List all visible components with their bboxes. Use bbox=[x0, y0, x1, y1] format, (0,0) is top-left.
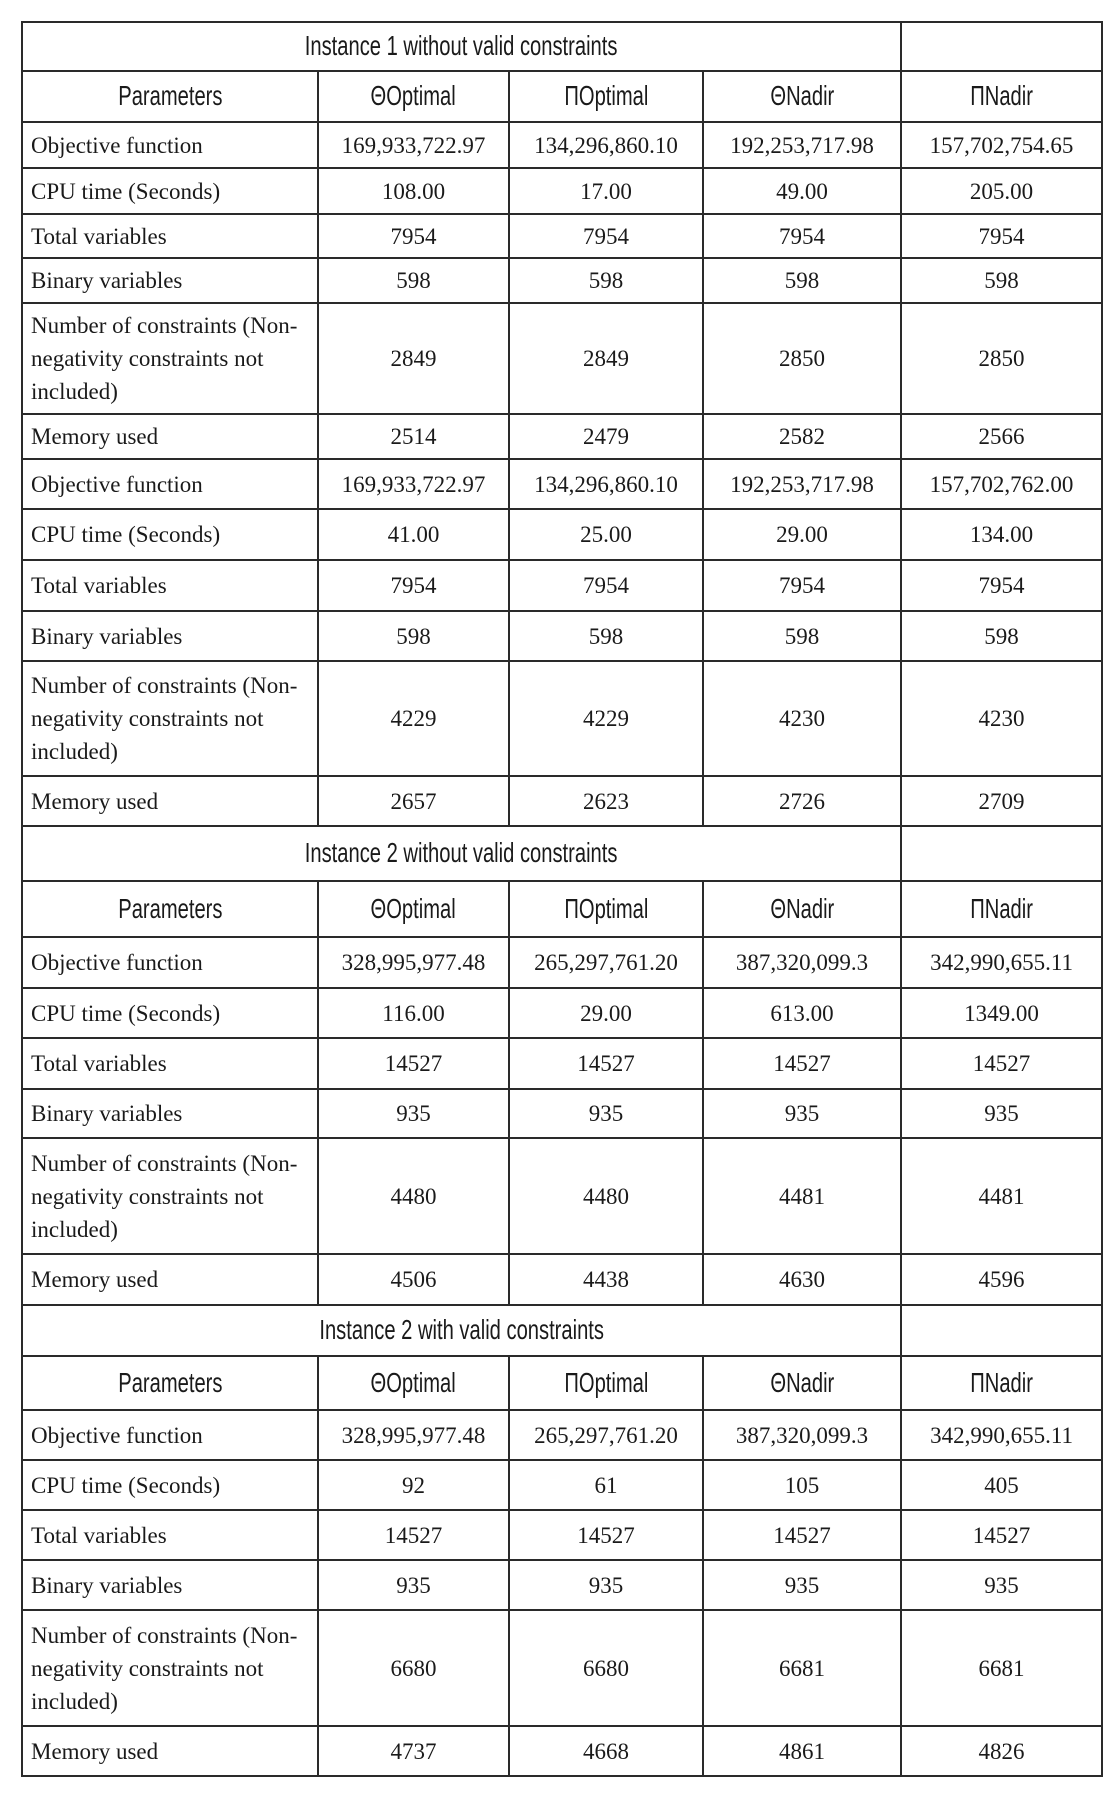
value-cell: 265,297,761.20 bbox=[509, 937, 703, 988]
section-title-row bbox=[22, 1305, 1102, 1356]
column-header-label: ΠNadir bbox=[970, 1366, 1033, 1398]
value-cell: 598 bbox=[901, 611, 1102, 661]
column-header-label: ΘNadir bbox=[770, 892, 834, 924]
value-cell: 2850 bbox=[703, 303, 901, 414]
column-header bbox=[22, 881, 318, 937]
value-cell: 14527 bbox=[318, 1510, 509, 1560]
parameter-name: Total variables bbox=[22, 1510, 318, 1560]
value-cell: 2709 bbox=[901, 776, 1102, 826]
column-header-label: ΘOptimal bbox=[370, 1366, 457, 1398]
table-row bbox=[22, 776, 1102, 826]
value-cell: 14527 bbox=[703, 1510, 901, 1560]
table-row bbox=[22, 1560, 1102, 1610]
parameter-name: Binary variables bbox=[22, 258, 318, 303]
column-header bbox=[318, 881, 509, 937]
parameter-name: Memory used bbox=[22, 1254, 318, 1305]
value-cell: 92 bbox=[318, 1460, 509, 1510]
value-cell: 1349.00 bbox=[901, 988, 1102, 1038]
value-cell: 14527 bbox=[901, 1038, 1102, 1089]
value-cell: 7954 bbox=[703, 560, 901, 611]
parameter-name: Memory used bbox=[22, 414, 318, 459]
table-row bbox=[22, 303, 1102, 414]
value-cell: 29.00 bbox=[509, 988, 703, 1038]
value-cell: 25.00 bbox=[509, 509, 703, 560]
table-row bbox=[22, 1089, 1102, 1138]
header-row bbox=[22, 71, 1102, 122]
value-cell: 169,933,722.97 bbox=[318, 459, 509, 509]
value-cell: 169,933,722.97 bbox=[318, 122, 509, 168]
column-header bbox=[509, 1356, 703, 1410]
value-cell: 2850 bbox=[901, 303, 1102, 414]
value-cell: 598 bbox=[509, 258, 703, 303]
value-cell: 14527 bbox=[703, 1038, 901, 1089]
table-row bbox=[22, 168, 1102, 214]
column-header bbox=[901, 881, 1102, 937]
parameter-name: Total variables bbox=[22, 560, 318, 611]
value-cell: 2582 bbox=[703, 414, 901, 459]
table-row bbox=[22, 937, 1102, 988]
table-row bbox=[22, 459, 1102, 509]
table-row bbox=[22, 258, 1102, 303]
value-cell: 14527 bbox=[509, 1038, 703, 1089]
column-header bbox=[509, 881, 703, 937]
table-row bbox=[22, 1138, 1102, 1254]
value-cell: 328,995,977.48 bbox=[318, 937, 509, 988]
value-cell: 17.00 bbox=[509, 168, 703, 214]
empty-cell bbox=[901, 1305, 1102, 1356]
parameter-name: Objective function bbox=[22, 122, 318, 168]
header-row bbox=[22, 1356, 1102, 1410]
value-cell: 14527 bbox=[509, 1510, 703, 1560]
value-cell: 4737 bbox=[318, 1726, 509, 1776]
value-cell: 4438 bbox=[509, 1254, 703, 1305]
value-cell: 4826 bbox=[901, 1726, 1102, 1776]
parameter-name: Binary variables bbox=[22, 1560, 318, 1610]
value-cell: 29.00 bbox=[703, 509, 901, 560]
empty-cell bbox=[901, 22, 1102, 71]
table-row bbox=[22, 1510, 1102, 1560]
column-header bbox=[22, 71, 318, 122]
parameter-name: Number of constraints (Non-negativity constraints not included) bbox=[22, 661, 318, 776]
column-header-label: ΠOptimal bbox=[563, 80, 649, 111]
value-cell: 2623 bbox=[509, 776, 703, 826]
value-cell: 134.00 bbox=[901, 509, 1102, 560]
parameter-name: Total variables bbox=[22, 214, 318, 258]
value-cell: 4481 bbox=[901, 1138, 1102, 1254]
column-header bbox=[703, 881, 901, 937]
table-row bbox=[22, 611, 1102, 661]
value-cell: 4861 bbox=[703, 1726, 901, 1776]
parameter-name: Total variables bbox=[22, 1038, 318, 1089]
table-row bbox=[22, 560, 1102, 611]
column-header-label: ΠNadir bbox=[970, 80, 1033, 111]
value-cell: 2514 bbox=[318, 414, 509, 459]
value-cell: 7954 bbox=[703, 214, 901, 258]
table-row bbox=[22, 214, 1102, 258]
value-cell: 935 bbox=[318, 1089, 509, 1138]
value-cell: 4230 bbox=[703, 661, 901, 776]
value-cell: 4230 bbox=[901, 661, 1102, 776]
value-cell: 935 bbox=[509, 1089, 703, 1138]
value-cell: 6680 bbox=[509, 1610, 703, 1726]
table-row bbox=[22, 1254, 1102, 1305]
column-header bbox=[318, 1356, 509, 1410]
parameter-name: Objective function bbox=[22, 459, 318, 509]
value-cell: 2726 bbox=[703, 776, 901, 826]
value-cell: 405 bbox=[901, 1460, 1102, 1510]
value-cell: 7954 bbox=[901, 560, 1102, 611]
value-cell: 2849 bbox=[509, 303, 703, 414]
value-cell: 935 bbox=[509, 1560, 703, 1610]
value-cell: 4506 bbox=[318, 1254, 509, 1305]
value-cell: 105 bbox=[703, 1460, 901, 1510]
value-cell: 613.00 bbox=[703, 988, 901, 1038]
value-cell: 61 bbox=[509, 1460, 703, 1510]
value-cell: 598 bbox=[318, 258, 509, 303]
parameter-name: Objective function bbox=[22, 1410, 318, 1460]
table-row bbox=[22, 1610, 1102, 1726]
table-row bbox=[22, 1460, 1102, 1510]
value-cell: 598 bbox=[703, 258, 901, 303]
parameter-name: CPU time (Seconds) bbox=[22, 988, 318, 1038]
value-cell: 265,297,761.20 bbox=[509, 1410, 703, 1460]
value-cell: 342,990,655.11 bbox=[901, 937, 1102, 988]
parameter-name: Binary variables bbox=[22, 611, 318, 661]
column-header-label: ΘNadir bbox=[770, 1366, 834, 1398]
value-cell: 935 bbox=[318, 1560, 509, 1610]
value-cell: 7954 bbox=[509, 214, 703, 258]
column-header-label: ΘNadir bbox=[770, 80, 834, 111]
results-table bbox=[21, 21, 1103, 1777]
table-row bbox=[22, 122, 1102, 168]
column-header bbox=[22, 1356, 318, 1410]
column-header bbox=[703, 1356, 901, 1410]
column-header bbox=[901, 71, 1102, 122]
section-title-cell bbox=[22, 1305, 901, 1356]
value-cell: 598 bbox=[509, 611, 703, 661]
value-cell: 4596 bbox=[901, 1254, 1102, 1305]
value-cell: 2479 bbox=[509, 414, 703, 459]
section-title-row bbox=[22, 826, 1102, 881]
column-header bbox=[901, 1356, 1102, 1410]
section-title-cell bbox=[22, 22, 901, 71]
column-header-label: Parameters bbox=[117, 892, 223, 924]
parameter-name: Binary variables bbox=[22, 1089, 318, 1138]
column-header-label: ΘOptimal bbox=[370, 80, 457, 111]
section-title-cell bbox=[22, 826, 901, 881]
value-cell: 2849 bbox=[318, 303, 509, 414]
value-cell: 6681 bbox=[901, 1610, 1102, 1726]
value-cell: 49.00 bbox=[703, 168, 901, 214]
parameter-name: Objective function bbox=[22, 937, 318, 988]
column-header-label: Parameters bbox=[117, 1366, 223, 1398]
column-header bbox=[509, 71, 703, 122]
value-cell: 14527 bbox=[901, 1510, 1102, 1560]
section-title: Instance 2 without valid constraints bbox=[305, 837, 618, 868]
value-cell: 4229 bbox=[318, 661, 509, 776]
value-cell: 328,995,977.48 bbox=[318, 1410, 509, 1460]
value-cell: 134,296,860.10 bbox=[509, 122, 703, 168]
column-header-label: ΠNadir bbox=[970, 892, 1033, 924]
value-cell: 598 bbox=[703, 611, 901, 661]
column-header bbox=[703, 71, 901, 122]
value-cell: 6680 bbox=[318, 1610, 509, 1726]
value-cell: 598 bbox=[901, 258, 1102, 303]
value-cell: 134,296,860.10 bbox=[509, 459, 703, 509]
column-header-label: ΠOptimal bbox=[563, 892, 649, 924]
table-row bbox=[22, 1038, 1102, 1089]
parameter-name: Number of constraints (Non-negativity constraints not included) bbox=[22, 1138, 318, 1254]
section-title-row bbox=[22, 22, 1102, 71]
value-cell: 342,990,655.11 bbox=[901, 1410, 1102, 1460]
section-title: Instance 2 with valid constraints bbox=[319, 1314, 604, 1345]
value-cell: 4668 bbox=[509, 1726, 703, 1776]
parameter-name: Number of constraints (Non-negativity constraints not included) bbox=[22, 303, 318, 414]
value-cell: 387,320,099.3 bbox=[703, 937, 901, 988]
value-cell: 41.00 bbox=[318, 509, 509, 560]
parameter-name: Memory used bbox=[22, 776, 318, 826]
table-row bbox=[22, 988, 1102, 1038]
parameter-name: CPU time (Seconds) bbox=[22, 509, 318, 560]
value-cell: 4481 bbox=[703, 1138, 901, 1254]
value-cell: 935 bbox=[703, 1560, 901, 1610]
value-cell: 205.00 bbox=[901, 168, 1102, 214]
parameter-name: CPU time (Seconds) bbox=[22, 168, 318, 214]
value-cell: 4229 bbox=[509, 661, 703, 776]
value-cell: 7954 bbox=[901, 214, 1102, 258]
value-cell: 935 bbox=[901, 1089, 1102, 1138]
value-cell: 6681 bbox=[703, 1610, 901, 1726]
value-cell: 2566 bbox=[901, 414, 1102, 459]
value-cell: 4630 bbox=[703, 1254, 901, 1305]
table-row bbox=[22, 661, 1102, 776]
parameter-name: Memory used bbox=[22, 1726, 318, 1776]
value-cell: 7954 bbox=[318, 214, 509, 258]
value-cell: 4480 bbox=[318, 1138, 509, 1254]
column-header-label: ΘOptimal bbox=[370, 892, 457, 924]
value-cell: 116.00 bbox=[318, 988, 509, 1038]
parameter-name: Number of constraints (Non-negativity constraints not included) bbox=[22, 1610, 318, 1726]
value-cell: 108.00 bbox=[318, 168, 509, 214]
value-cell: 4480 bbox=[509, 1138, 703, 1254]
value-cell: 192,253,717.98 bbox=[703, 122, 901, 168]
table-row bbox=[22, 414, 1102, 459]
value-cell: 935 bbox=[901, 1560, 1102, 1610]
header-row bbox=[22, 881, 1102, 937]
value-cell: 192,253,717.98 bbox=[703, 459, 901, 509]
value-cell: 2657 bbox=[318, 776, 509, 826]
table-row bbox=[22, 1726, 1102, 1776]
column-header-label: Parameters bbox=[117, 80, 223, 111]
value-cell: 14527 bbox=[318, 1038, 509, 1089]
value-cell: 387,320,099.3 bbox=[703, 1410, 901, 1460]
table-row bbox=[22, 1410, 1102, 1460]
section-title: Instance 1 without valid constraints bbox=[305, 30, 618, 61]
empty-cell bbox=[901, 826, 1102, 881]
results-table-body bbox=[22, 22, 1102, 1776]
column-header bbox=[318, 71, 509, 122]
value-cell: 935 bbox=[703, 1089, 901, 1138]
column-header-label: ΠOptimal bbox=[563, 1366, 649, 1398]
value-cell: 157,702,762.00 bbox=[901, 459, 1102, 509]
value-cell: 157,702,754.65 bbox=[901, 122, 1102, 168]
value-cell: 598 bbox=[318, 611, 509, 661]
value-cell: 7954 bbox=[318, 560, 509, 611]
value-cell: 7954 bbox=[509, 560, 703, 611]
table-row bbox=[22, 509, 1102, 560]
parameter-name: CPU time (Seconds) bbox=[22, 1460, 318, 1510]
